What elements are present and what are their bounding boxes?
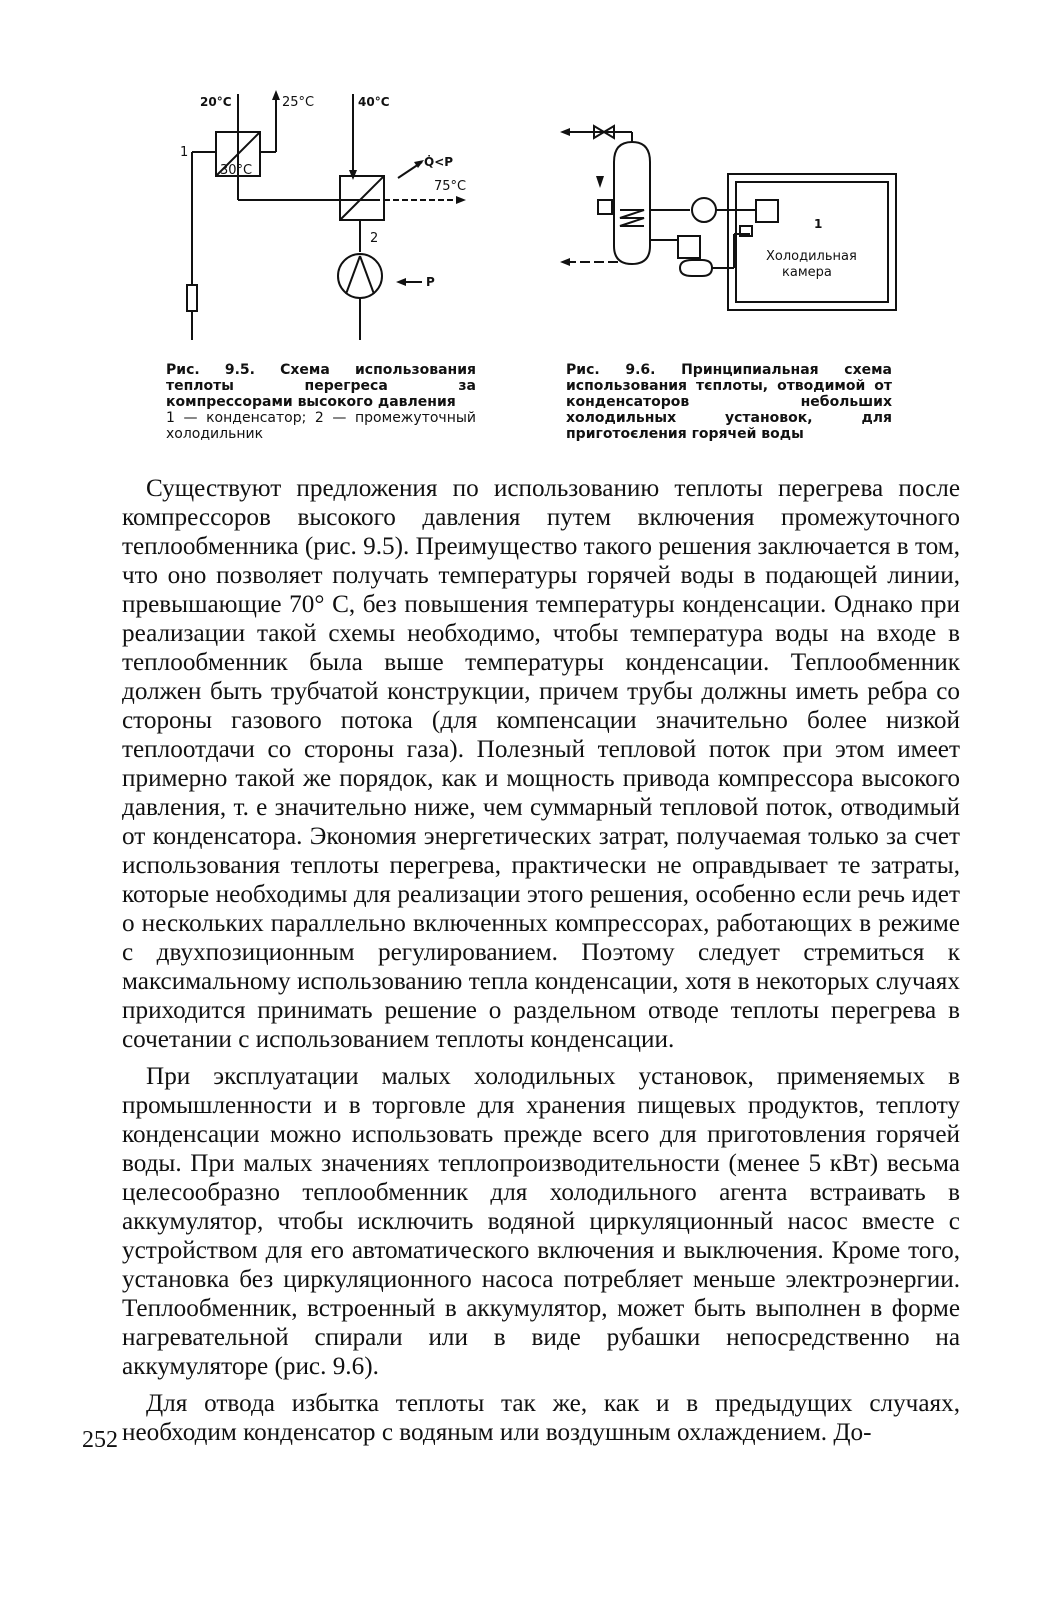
caption-9-5-title: Рис. 9.5. Схема использования теплоты перегреса за компрессорами высокого давления: [166, 362, 476, 410]
label-40c: 40°C: [358, 95, 390, 109]
label-75c: 75°C: [434, 179, 467, 194]
caption-9-6-title: Рис. 9.6. Принципиальная схема использования тєплоты, отводимой от конденсаторов небольших холодильных установок, для приготоєления горячей воды: [566, 362, 892, 442]
paragraph-2: При эксплуатации малых холодильных установок, применяемых в промышленности и в торговле для хранения пищевых продуктов, теплоту конденсации можно использовать прежде всего для приготовления горячей воды. При малых значениях теплопроизводительности (менее 5 кВт) весьма целесообразно теплообменник для холодильного агента встраивать в аккумулятор, чтобы исключить водяной циркуляционный насос вместе с устройством для его автоматического включения и выключения. Кроме того, установка без циркуляционного насоса потребляет меньше электроэнергии. Теплообменник, встроенный в аккумулятор, может быть выполнен в форме нагревательной спирали или в виде рубашки непосредственно на аккумуляторе (рис. 9.6).: [122, 1063, 960, 1380]
caption-9-5: [166, 362, 476, 442]
caption-9-5-legend: 1 — конденсатор; 2 — промежуточный холодильник: [166, 410, 476, 442]
caption-9-6: [566, 362, 892, 442]
label-number-2: 2: [370, 231, 379, 246]
label-p: P: [426, 275, 435, 289]
figure-9-6: [560, 118, 900, 318]
paragraph-3: Для отвода избытка теплоты так же, как и в предыдущих случаях, необходим конденсатор с водяным или воздушным охлаждением. До-: [122, 1390, 960, 1446]
paragraph-1: Существуют предложения по использованию теплоты перегрева после компрессоров высокого давления путем включения промежуточного теплообменника (рис. 9.5). Преимущество такого решения заключается в том, что оно позволяет получать температуры горячей воды в подающей линии, превышающие 70° С, без повышения температуры конденсации. Однако при реализации такой схемы необходимо, чтобы температура воды на входе в теплообменник была выше температуры конденсации. Теплообменник должен быть трубчатой конструкции, причем трубы должны иметь ребра со стороны газового потока (для компенсации значительно более низкой теплоотдачи со стороны газа). Полезный тепловой поток при этом имеет примерно такой же порядок, как и мощность привода компрессора высокого давления, т. е значительно ниже, чем суммарный тепловой поток, отводимый от конденсатора. Экономия энергетических затрат, получаемая только за счет использования теплоты перегрева, практически не оправдывает те затраты, которые необходимы для реализации этого решения, особенно если речь идет о нескольких параллельно включенных компрессорах, работающих в режиме с двухпозиционным регулированием. Поэтому следует стремиться к максимальному использованию тепла конденсации, хотя в некоторых случаях приходится принимать решение о раздельном отводе теплоты перегрева в сочетании с использованием теплоты конденсации.: [122, 475, 960, 1053]
label-cold-room-line1: Холодильная: [766, 249, 857, 264]
page-number: 252: [82, 1427, 118, 1453]
label-number-1: 1: [180, 145, 189, 160]
figure-9-5-diagram: [160, 80, 480, 350]
label-cold-room-line2: камера: [782, 265, 832, 280]
label-25c: 25°C: [282, 95, 315, 110]
label-number-1: 1: [814, 217, 823, 231]
label-q: Q̇<P: [424, 155, 454, 169]
label-20c: 20°C: [200, 95, 232, 109]
figure-9-6-diagram: [560, 118, 900, 318]
figure-9-5: [160, 80, 480, 350]
body-text: [122, 474, 960, 1455]
label-30c: 30°C: [220, 163, 253, 178]
